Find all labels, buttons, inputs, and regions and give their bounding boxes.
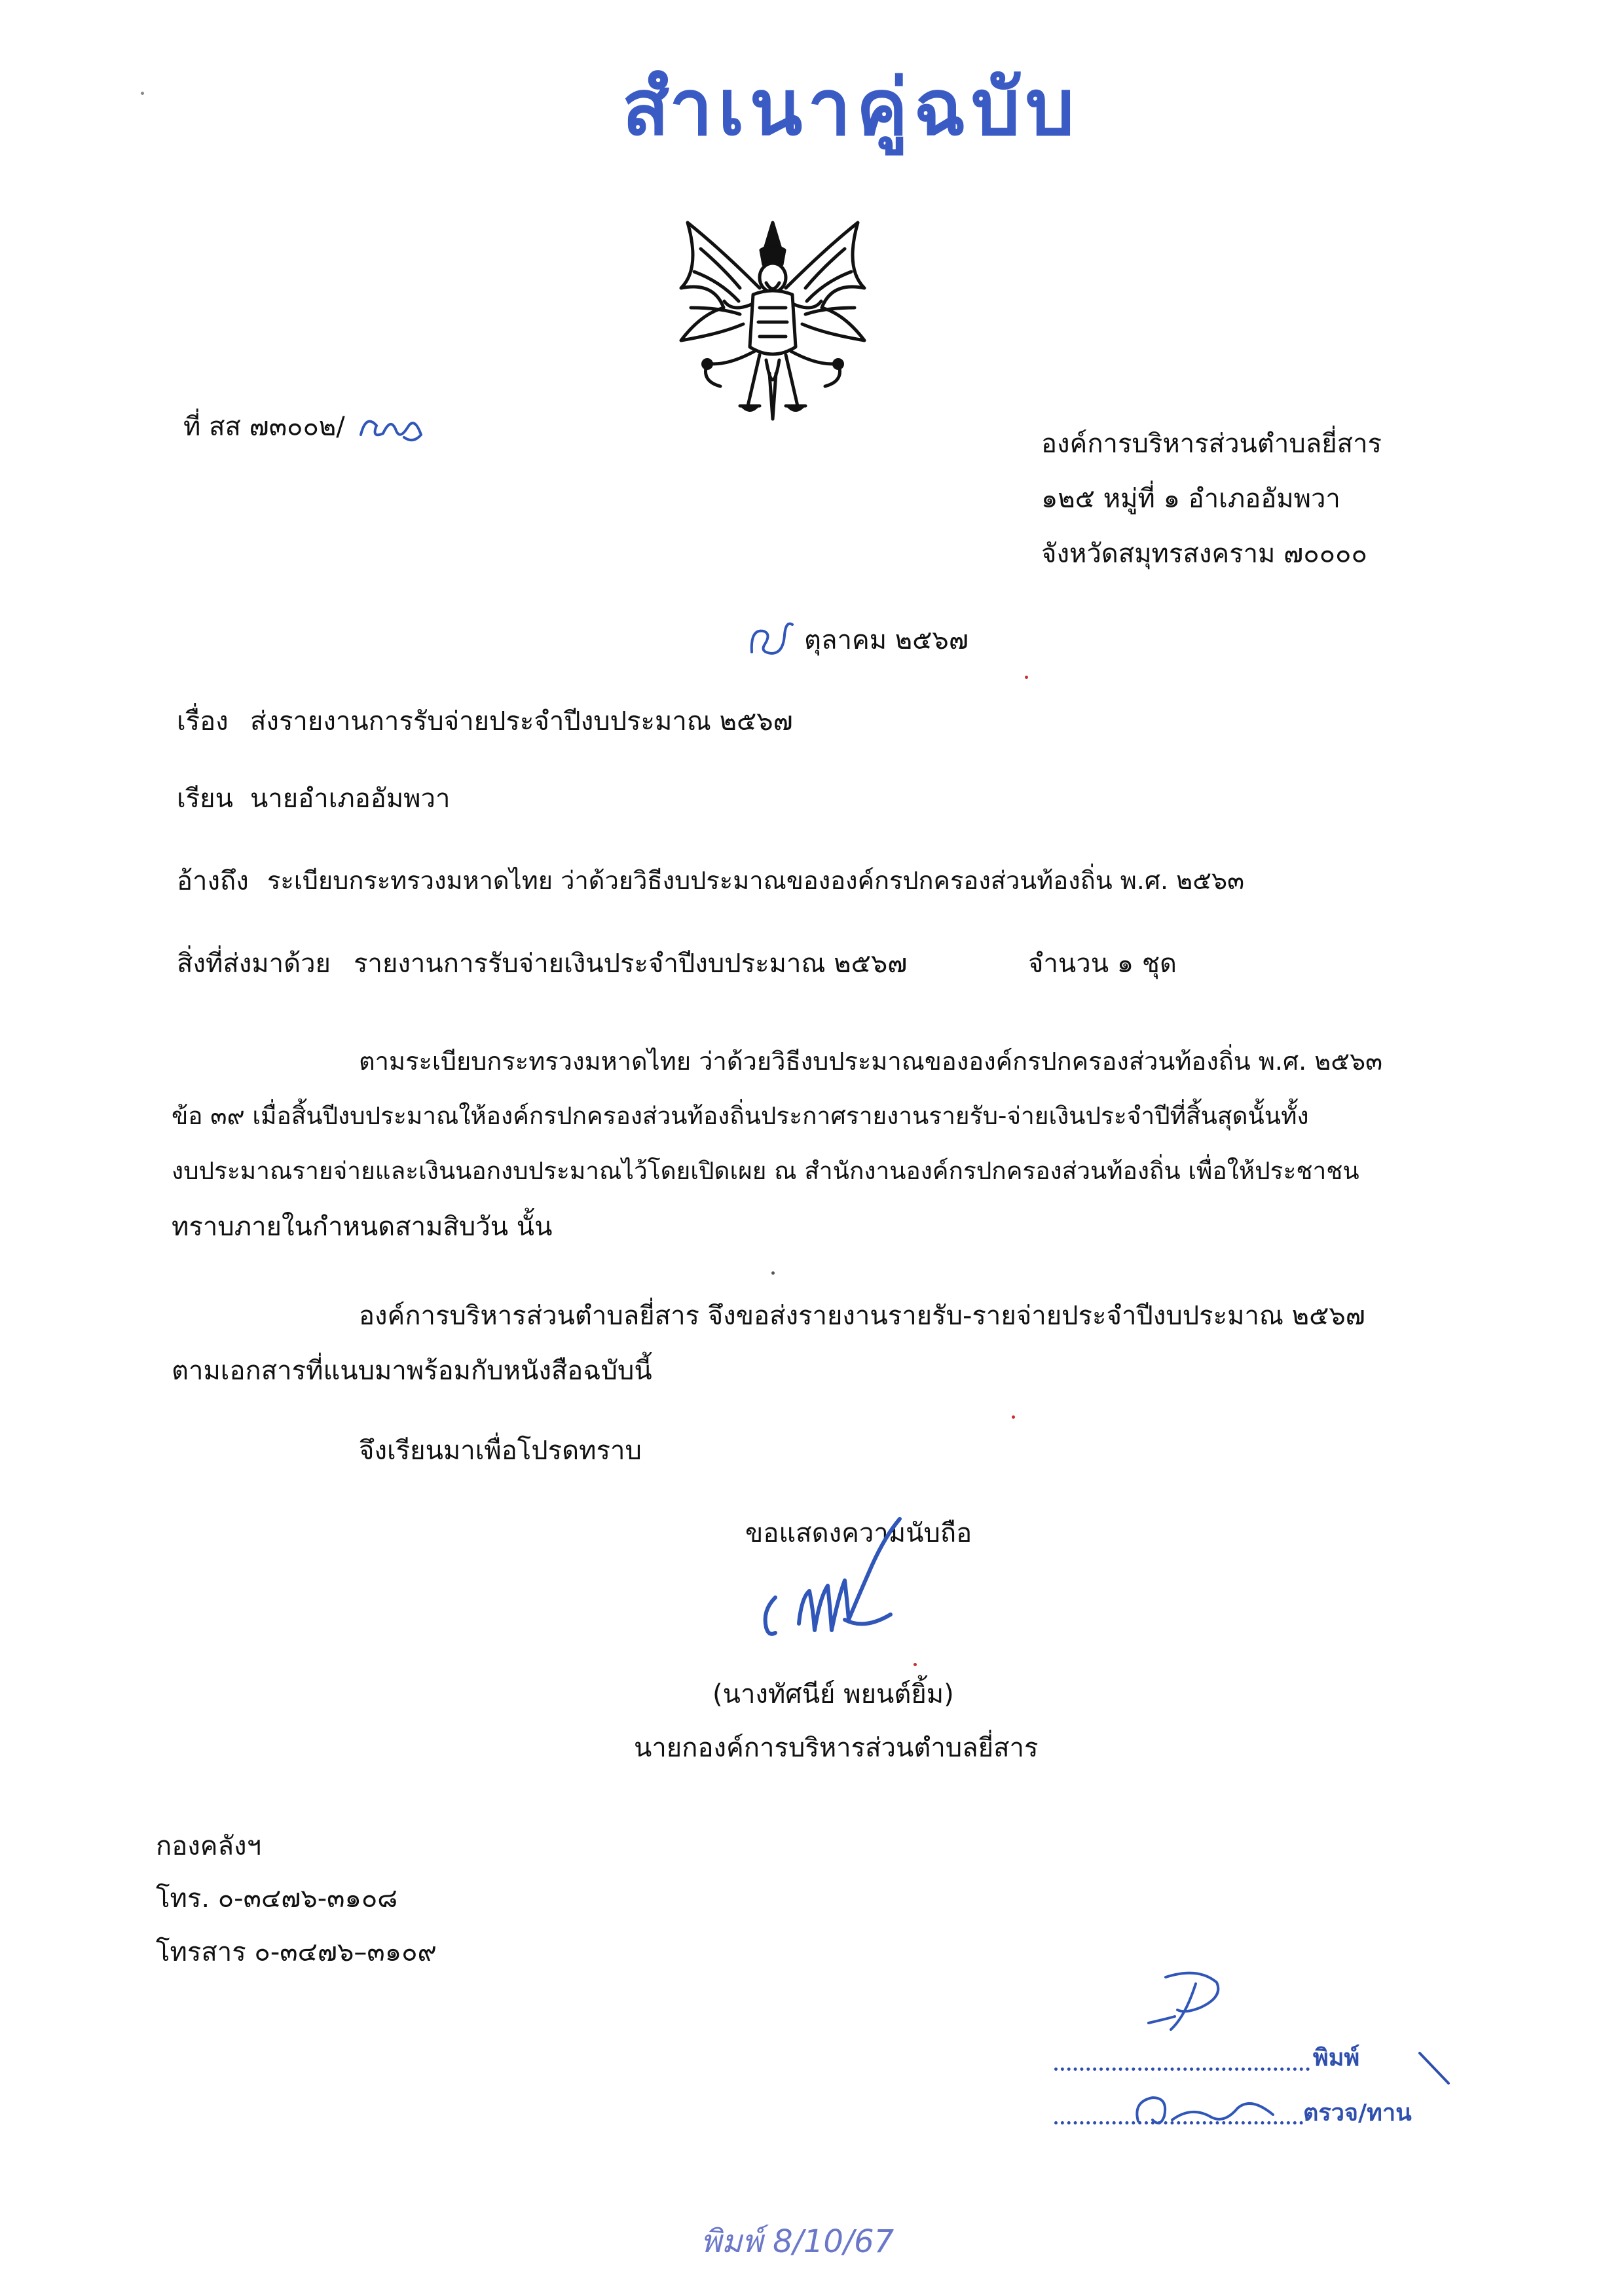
recipient-text: นายอำเภออัมพวา [250, 784, 451, 814]
signatory-name: (นางทัศนีย์ พยนต์ยิ้ม) [712, 1679, 954, 1709]
address-line-1: องค์การบริหารส่วนตำบลยี่สาร [1041, 429, 1382, 459]
enclosure-quantity: จำนวน ๑ ชุด [1028, 949, 1177, 979]
handwritten-number [357, 407, 429, 448]
scan-speck [913, 1663, 917, 1666]
address-line-3: จังหวัดสมุทรสงคราม ๗๐๐๐๐ [1041, 539, 1367, 569]
handwritten-day [745, 615, 798, 661]
department: กองคลังฯ [156, 1831, 262, 1861]
typed-by-line [1054, 2068, 1310, 2071]
garuda-emblem [661, 210, 884, 432]
approval-initial-lower [1126, 2082, 1297, 2134]
scan-speck [771, 1271, 775, 1275]
closing-request: จึงเรียนมาเพื่อโปรดทราบ [359, 1436, 642, 1466]
reference-text: ระเบียบกระทรวงมหาดไทย ว่าด้วยวิธีงบประมาณขององค์กรปกครองส่วนท้องถิ่น พ.ศ. ๒๕๖๓ [267, 866, 1245, 895]
enclosure-label: สิ่งที่ส่งมาด้วย [177, 949, 331, 979]
typed-label: พิมพ์ [1313, 2045, 1360, 2071]
reference-number: ที่ สส ๗๓๐๐๒/ [183, 412, 345, 442]
signatory-position: นายกองค์การบริหารส่วนตำบลยี่สาร [634, 1733, 1039, 1763]
paragraph-1-line-2: ข้อ ๓๙ เมื่อสิ้นปีงบประมาณให้องค์กรปกครองส่วนท้องถิ่นประกาศรายงานรายรับ-จ่ายเงินประจำปีที่สิ้นสุดนั้นทั้ง [172, 1102, 1309, 1130]
approval-initial-upper [1139, 1964, 1251, 2036]
scan-speck [1025, 676, 1028, 679]
subject-label: เรื่อง [177, 706, 229, 737]
date-month-year: ตุลาคม ๒๕๖๗ [804, 625, 969, 655]
paragraph-2-line-2: ตามเอกสารที่แนบมาพร้อมกับหนังสือฉบับนี้ [172, 1356, 652, 1386]
subject-text: ส่งรายงานการรับจ่ายประจำปีงบประมาณ ๒๕๖๗ [250, 706, 793, 737]
enclosure-text: รายงานการรับจ่ายเงินประจำปีงบประมาณ ๒๕๖๗ [354, 949, 908, 979]
checked-label: ตรวจ/ทาน [1303, 2100, 1412, 2126]
scan-speck [141, 92, 144, 95]
paragraph-1-line-3: งบประมาณรายจ่ายและเงินนอกงบประมาณไว้โดยเปิดเผย ณ สำนักงานองค์กรปกครองส่วนท้องถิ่น เพื่อให้ประชาชน [172, 1157, 1359, 1185]
pen-tick-mark [1414, 2049, 1454, 2088]
handwritten-signature [747, 1499, 943, 1669]
reference-label: อ้างถึง [177, 866, 249, 896]
paragraph-1-line-4: ทราบภายในกำหนดสามสิบวัน นั้น [172, 1212, 553, 1242]
recipient-label: เรียน [177, 784, 233, 814]
scan-speck [1012, 1415, 1015, 1419]
salutation: ขอแสดงความนับถือ [745, 1518, 972, 1548]
handwritten-footer-note: พิมพ์ 8/10/67 [701, 2223, 895, 2260]
address-line-2: ๑๒๕ หมู่ที่ ๑ อำเภออัมพวา [1041, 484, 1340, 514]
paragraph-2-line-1: องค์การบริหารส่วนตำบลยี่สาร จึงขอส่งรายงานรายรับ-รายจ่ายประจำปีงบประมาณ ๒๕๖๗ [359, 1301, 1365, 1331]
fax: โทรสาร ๐-๓๔๗๖–๓๑๐๙ [156, 1937, 437, 1967]
copy-stamp [616, 62, 1080, 167]
copy-stamp-text: สำเนาคู่ฉบับ [622, 62, 1080, 153]
phone: โทร. ๐-๓๔๗๖-๓๑๐๘ [156, 1884, 398, 1914]
paragraph-1-line-1: ตามระเบียบกระทรวงมหาดไทย ว่าด้วยวิธีงบประมาณขององค์กรปกครองส่วนท้องถิ่น พ.ศ. ๒๕๖๓ [359, 1047, 1383, 1076]
